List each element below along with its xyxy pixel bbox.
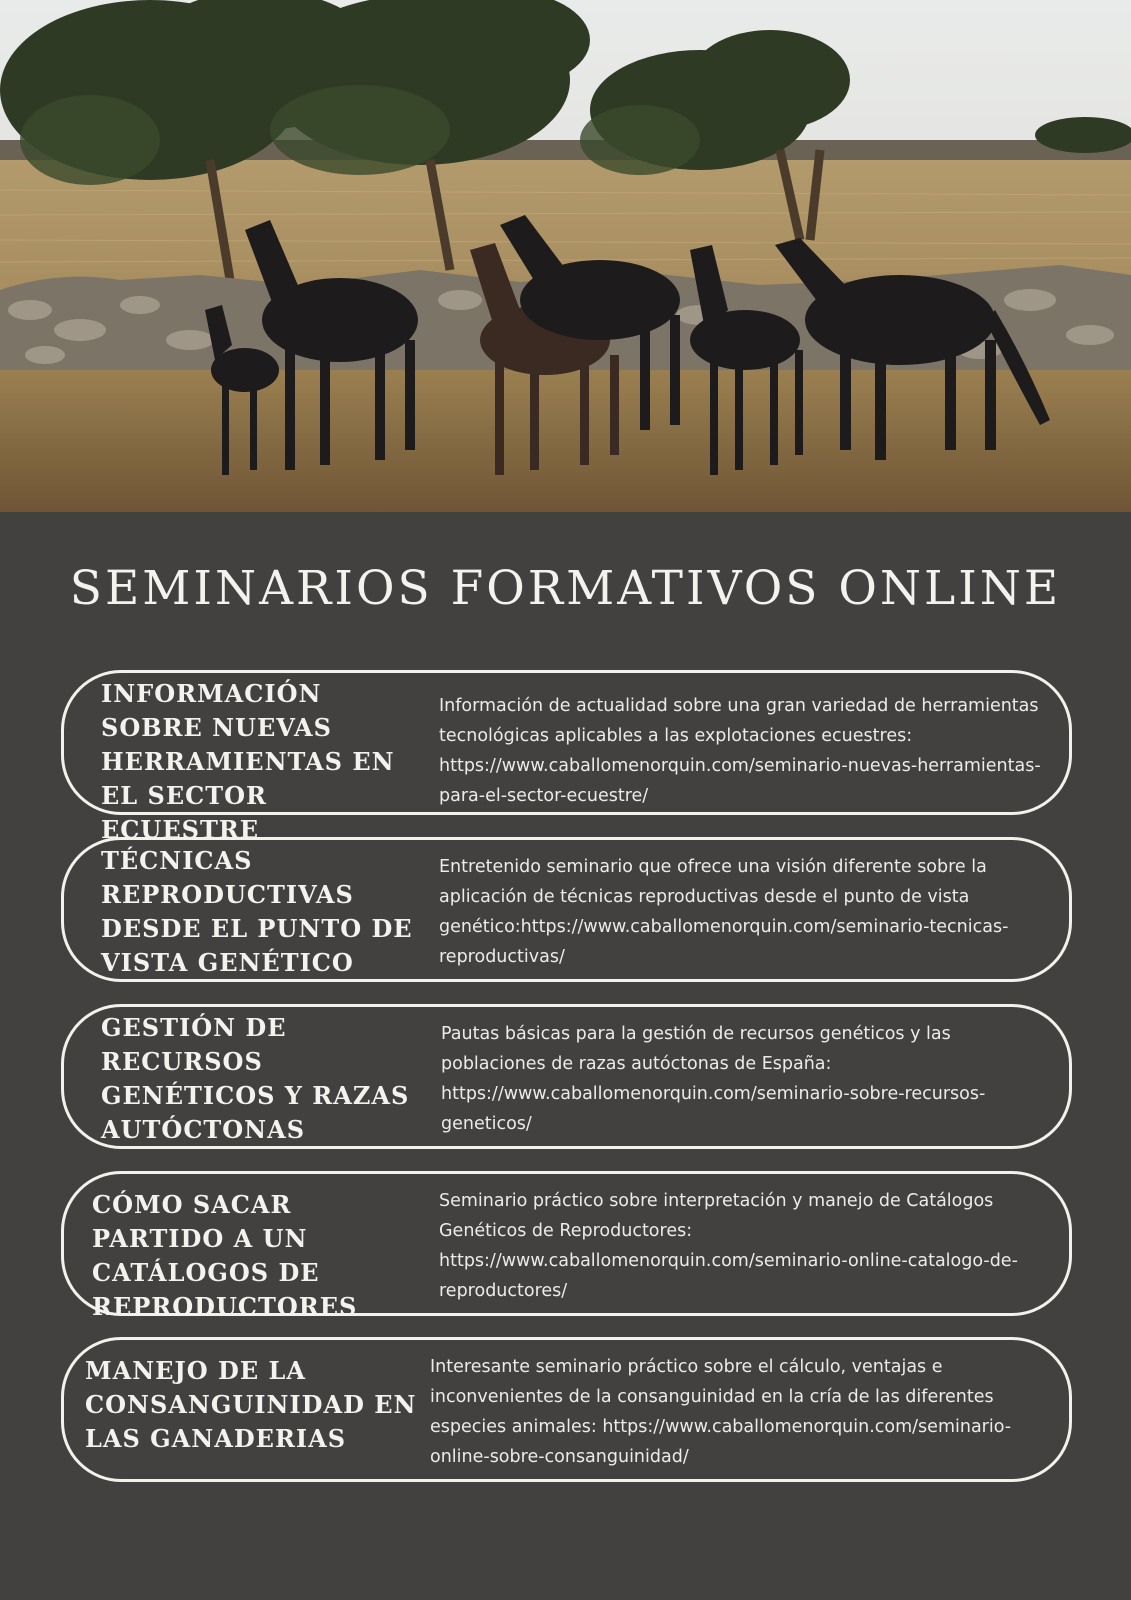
seminar-card <box>61 670 1072 844</box>
seminar-title: GESTIÓN DE RECURSOS GENÉTICOS Y RAZAS AUTÓCTONAS <box>101 1013 410 1144</box>
seminar-card <box>61 1171 1072 1321</box>
seminar-description[interactable]: Entretenido seminario que ofrece una visión diferente sobre la aplicación de técnicas reproductivas desde el punto de vista genético:https://www.caballomenorquin.com/seminario-tecnicas-reproductivas/ <box>439 857 1009 967</box>
page-title: SEMINARIOS FORMATIVOS ONLINE <box>69 561 1062 616</box>
seminar-title: INFORMACIÓN SOBRE NUEVAS HERRAMIENTAS EN EL SECTOR ECUESTRE <box>101 679 395 844</box>
seminar-title: CÓMO SACAR PARTIDO A UN CATÁLOGOS DE REPRODUCTORES <box>92 1190 358 1321</box>
seminar-title: MANEJO DE LA CONSANGUINIDAD EN LAS GANADERIAS <box>85 1356 417 1453</box>
seminar-description[interactable]: Información de actualidad sobre una gran variedad de herramientas tecnológicas aplicables a las explotaciones ecuestres: https://www.caballomenorquin.com/seminario-nuevas-herramientas-para-el-sector-ecuestre/ <box>439 696 1041 806</box>
seminar-title: TÉCNICAS REPRODUCTIVAS DESDE EL PUNTO DE VISTA GENÉTICO <box>101 846 413 977</box>
hero-photo <box>0 0 1131 512</box>
seminar-description[interactable]: Interesante seminario práctico sobre el cálculo, ventajas e inconvenientes de la consanguinidad en la cría de las diferentes especies animales: https://www.caballomenorquin.com/seminario-online-sobre-consanguinidad/ <box>430 1357 1012 1467</box>
seminar-description[interactable]: Pautas básicas para la gestión de recursos genéticos y las poblaciones de razas autóctonas de España: https://www.caballomenorquin.com/seminario-sobre-recursos-geneticos/ <box>441 1024 986 1134</box>
seminar-card <box>61 837 1072 982</box>
seminar-description[interactable]: Seminario práctico sobre interpretación y manejo de Catálogos Genéticos de Reproductores: https://www.caballomenorquin.com/seminario-online-catalogo-de-reproductores/ <box>439 1191 1018 1301</box>
seminar-card <box>61 1337 1072 1482</box>
seminar-card <box>61 1004 1072 1149</box>
